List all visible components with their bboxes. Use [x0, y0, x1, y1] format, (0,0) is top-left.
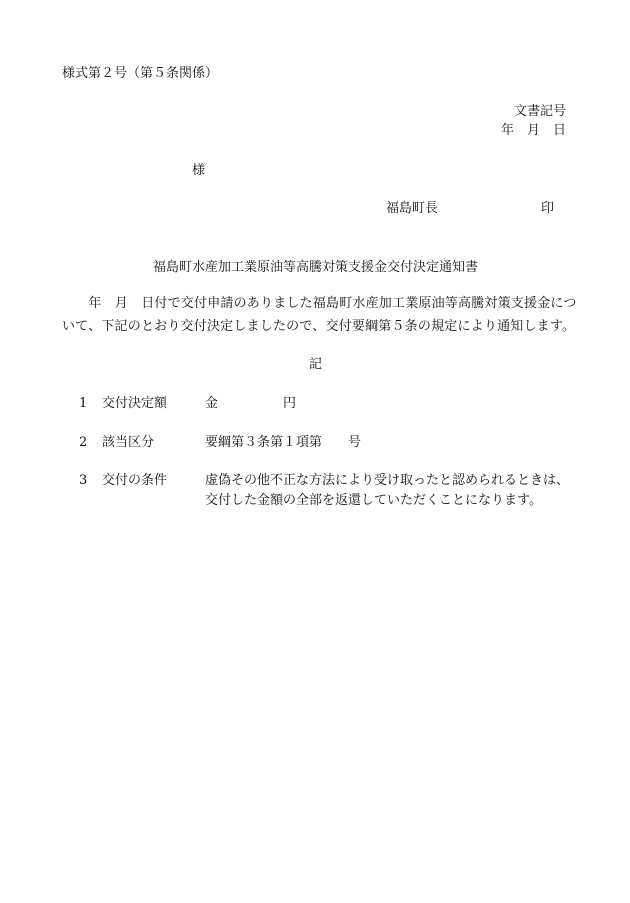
item-number: 1: [79, 396, 88, 411]
seal-mark: 印: [541, 201, 555, 216]
item-value-amount: 金 円: [205, 396, 297, 411]
addressee-suffix: 様: [192, 163, 206, 178]
body-text-line-2: いて、下記のとおり交付決定しましたので、交付要綱第５条の規定により通知します。: [62, 319, 576, 334]
item-number: 3: [79, 473, 88, 488]
item-value-conditions-line-1: 虚偽その他不正な方法により受け取ったと認められるときは、: [205, 473, 570, 488]
issuer-name: 福島町長: [386, 201, 439, 216]
item-label-conditions: 交付の条件: [102, 473, 168, 488]
item-number: 2: [79, 435, 88, 450]
item-label-amount: 交付決定額: [102, 396, 168, 411]
body-text-line-1: 年 月 日付で交付申請のありました福島町水産加工業原油等高騰対策支援金につ: [62, 296, 577, 311]
item-value-category: 要綱第３条第１項第 号: [205, 435, 362, 450]
ki-heading: 記: [309, 357, 323, 372]
form-number: 様式第２号（第５条関係）: [62, 66, 219, 81]
item-label-category: 該当区分: [102, 435, 155, 450]
item-value-conditions-line-2: 交付した金額の全部を返還していただくことになります。: [205, 493, 542, 508]
document-number-label: 文書記号: [513, 104, 566, 119]
date-line: 年 月 日: [500, 123, 566, 138]
document-title: 福島町水産加工業原油等高騰対策支援金交付決定通知書: [153, 260, 479, 275]
